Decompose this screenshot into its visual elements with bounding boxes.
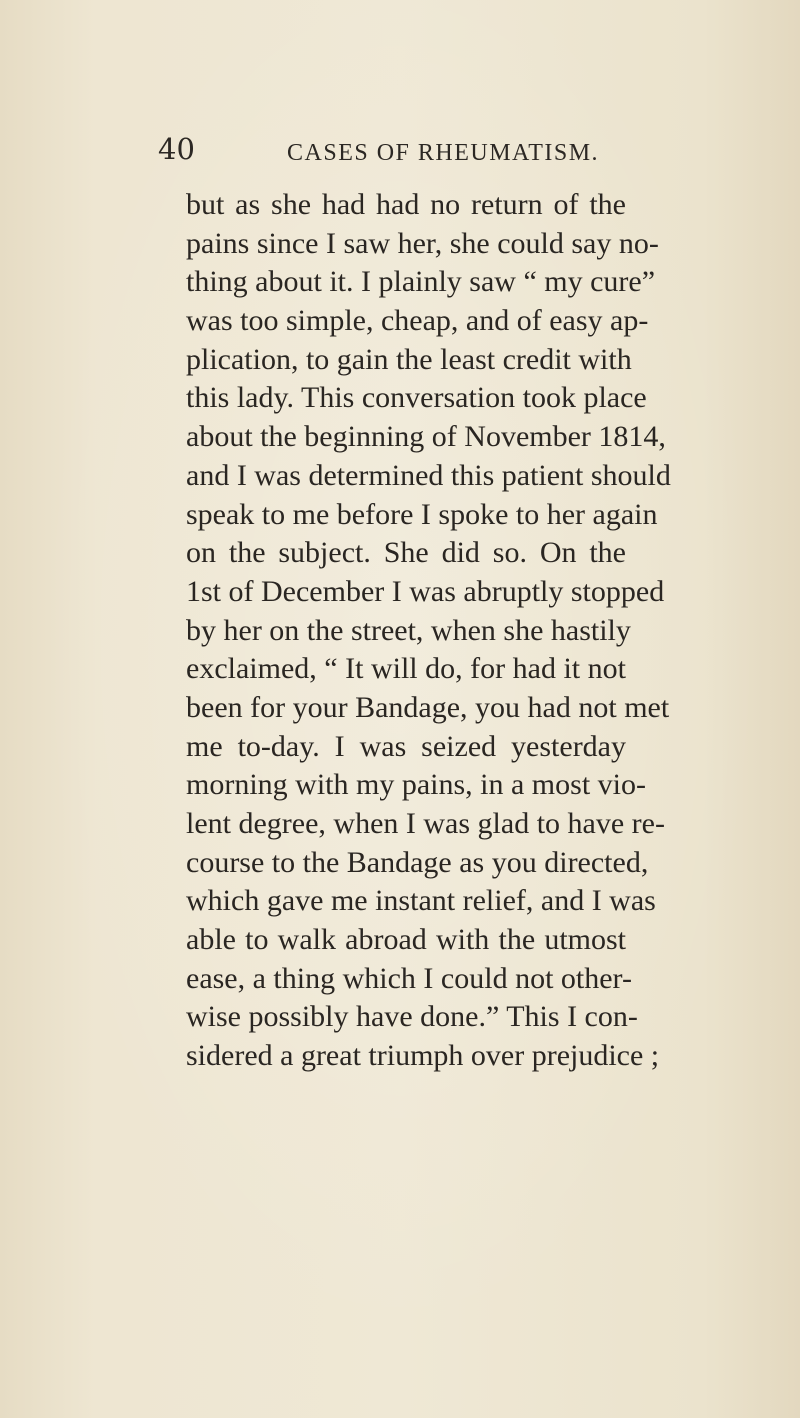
text-line: speak to me before I spoke to her again <box>186 497 658 531</box>
page-header <box>0 128 800 172</box>
text-line: but as she had had no return of the <box>186 188 626 221</box>
text-line: wise possibly have done.” This I con- <box>186 1000 638 1034</box>
text-line: been for your Bandage, you had not met <box>186 690 670 724</box>
text-line: by her on the street, when she hastily <box>186 613 631 647</box>
text-line: sidered a great triumph over prejudice ; <box>186 1039 660 1073</box>
text-line: on the subject. She did so. On the <box>186 536 626 570</box>
text-line: able to walk abroad with the utmost <box>186 923 626 957</box>
text-line: about the beginning of November 1814, <box>186 420 666 454</box>
text-line: and I was determined this patient should <box>186 458 671 492</box>
text-line: exclaimed, “ It will do, for had it not <box>186 652 626 686</box>
page-number: 40 <box>158 132 195 166</box>
text-line: morning with my pains, in a most vio- <box>186 768 646 802</box>
text-line: me to-day. I was seized yesterday <box>186 729 626 763</box>
text-line: course to the Bandage as you directed, <box>186 845 649 879</box>
text-line: this lady. This conversation took place <box>186 381 647 415</box>
text-line: plication, to gain the least credit with <box>186 342 632 376</box>
text-line: 1st of December I was abruptly stopped <box>186 574 665 608</box>
text-line: lent degree, when I was glad to have re- <box>186 807 665 840</box>
text-line: which gave me instant relief, and I was <box>186 884 656 918</box>
text-line: ease, a thing which I could not other- <box>186 961 632 995</box>
body-text <box>186 186 671 1076</box>
running-head: CASES OF RHEUMATISM. <box>287 140 600 166</box>
text-line: thing about it. I plainly saw “ my cure” <box>186 265 656 299</box>
text-line: pains since I saw her, she could say no- <box>186 226 659 260</box>
text-line: was too simple, cheap, and of easy ap- <box>186 304 649 338</box>
